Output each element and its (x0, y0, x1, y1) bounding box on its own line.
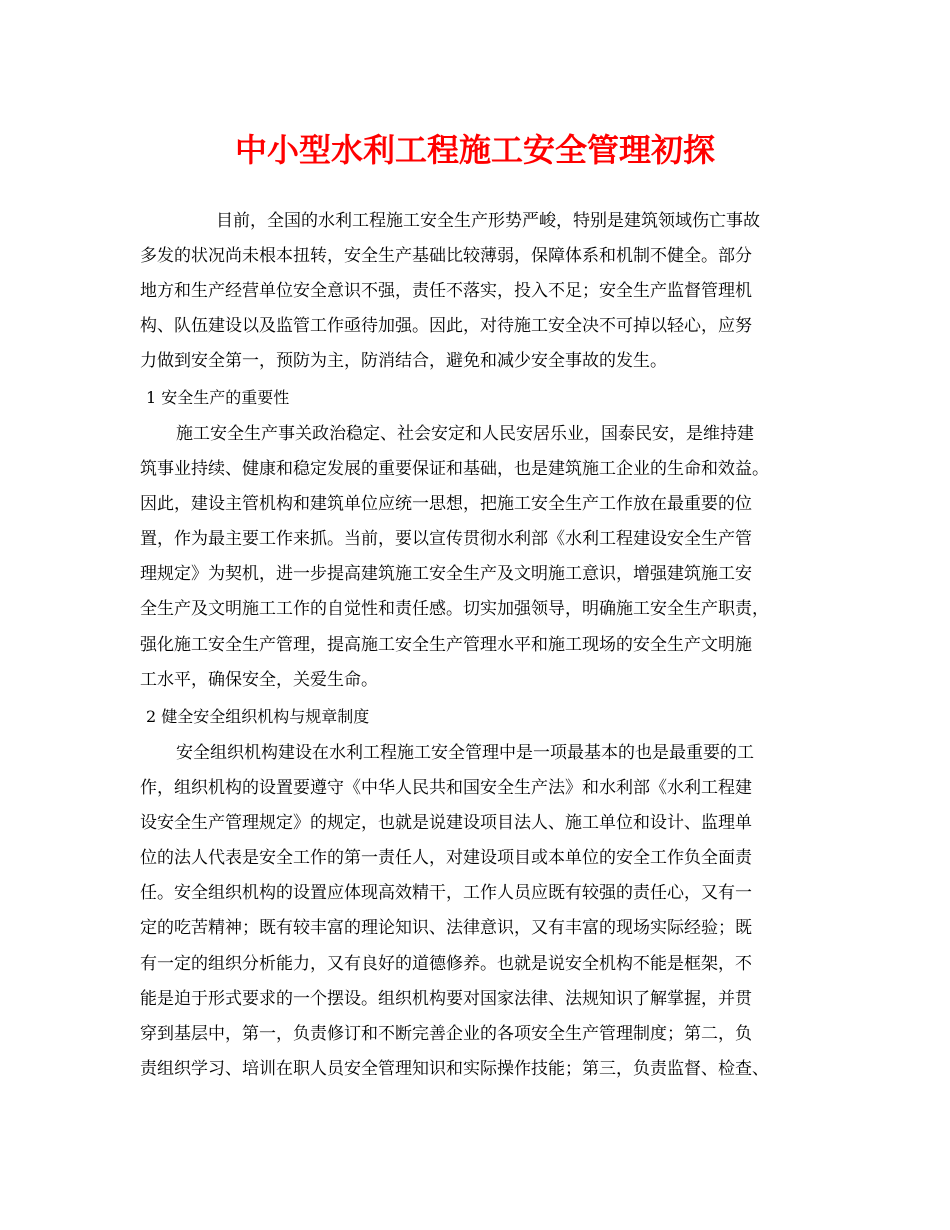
body-line: 筑事业持续、健康和稳定发展的重要保证和基础，也是建筑施工企业的生命和效益。 (140, 459, 769, 479)
document-title: 中小型水利工程施工安全管理初探 (234, 131, 715, 169)
body-line: 设安全生产管理规定》的规定，也就是说建设项目法人、施工单位和设计、监理单 (140, 813, 752, 833)
body-line: 施工安全生产事关政治稳定、社会安定和人民安居乐业，国泰民安，是维持建 (176, 424, 754, 444)
body-line: 目前，全国的水利工程施工安全生产形势严峻，特别是建筑领域伤亡事故 (216, 211, 760, 231)
body-line: 地方和生产经营单位安全意识不强，责任不落实，投入不足；安全生产监督管理机 (140, 281, 752, 301)
body-line: 有一定的组织分析能力，又有良好的道德修养。也就是说安全机构不能是框架，不 (140, 954, 752, 974)
body-line: 作，组织机构的设置要遵守《中华人民共和国安全生产法》和水利部《水利工程建 (140, 778, 752, 798)
body-line: 定的吃苦精神；既有较丰富的理论知识、法律意识，又有丰富的现场实际经验；既 (140, 918, 752, 938)
section-heading: 1 安全生产的重要性 (146, 388, 290, 407)
body-line: 任。安全组织机构的设置应体现高效精干，工作人员应既有较强的责任心，又有一 (140, 883, 752, 903)
body-line: 责组织学习、培训在职人员安全管理知识和实际操作技能；第三，负责监督、检查、 (140, 1059, 769, 1079)
body-line: 穿到基层中，第一，负责修订和不断完善企业的各项安全生产管理制度；第二，负 (140, 1024, 752, 1044)
body-line: 全生产及文明施工工作的自觉性和责任感。切实加强领导，明确施工安全生产职责， (140, 599, 769, 619)
body-line: 构、队伍建设以及监管工作亟待加强。因此，对待施工安全决不可掉以轻心，应努 (140, 316, 752, 336)
body-line: 强化施工安全生产管理，提高施工安全生产管理水平和施工现场的安全生产文明施 (140, 635, 752, 655)
body-line: 工水平，确保安全，关爱生命。 (140, 670, 378, 690)
body-line: 能是迫于形式要求的一个摆设。组织机构要对国家法律、法规知识了解掌握，并贯 (140, 989, 752, 1009)
body-line: 力做到安全第一，预防为主，防消结合，避免和减少安全事故的发生。 (140, 351, 667, 371)
body-line: 安全组织机构建设在水利工程施工安全管理中是一项最基本的也是最重要的工 (176, 743, 754, 763)
body-line: 多发的状况尚未根本扭转，安全生产基础比较薄弱，保障体系和机制不健全。部分 (140, 246, 752, 266)
section-heading: 2 健全安全组织机构与规章制度 (146, 707, 370, 726)
body-line: 因此，建设主管机构和建筑单位应统一思想，把施工安全生产工作放在最重要的位 (140, 494, 752, 514)
body-line: 位的法人代表是安全工作的第一责任人，对建设项目或本单位的安全工作负全面责 (140, 848, 752, 868)
body-line: 置，作为最主要工作来抓。当前，要以宣传贯彻水利部《水利工程建设安全生产管 (140, 529, 752, 549)
body-line: 理规定》为契机，进一步提高建筑施工安全生产及文明施工意识，增强建筑施工安 (140, 564, 752, 584)
